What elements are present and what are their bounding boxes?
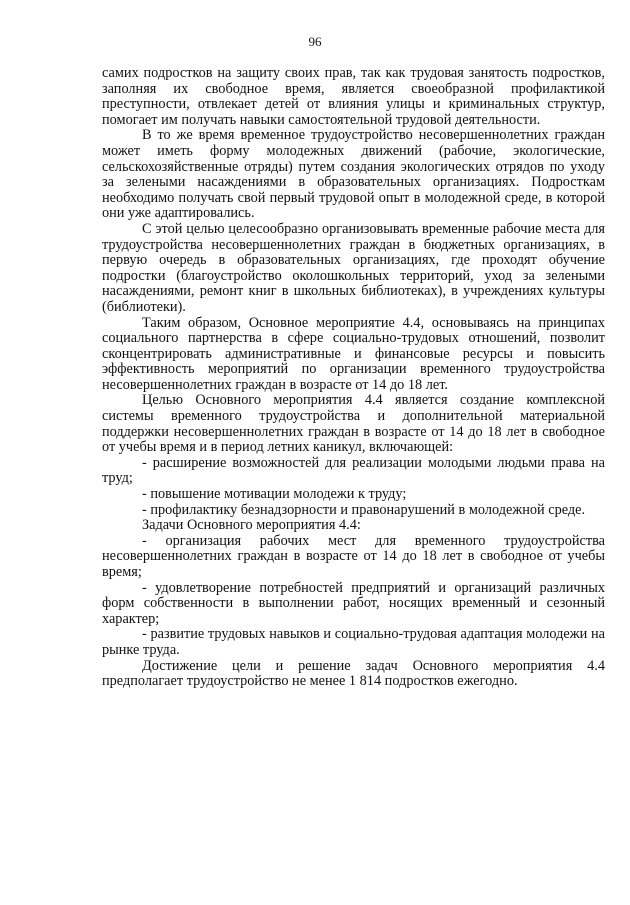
list-item: - организация рабочих мест для временного трудоустройства несовершеннолетних граждан в возрасте от 14 до 18 лет в свободное от учебы время; [102, 532, 605, 580]
paragraph: С этой целью целесообразно организовывать временные рабочие места для трудоустройства несовершеннолетних граждан в бюджетных организациях, в первую очередь в образовательных организациях, где проходят обучение подростки (благоустройство околошкольных территорий, уход за зелеными насаждениями, ремонт книг в школьных библиотеках), в учреждениях культуры (библиотеки). [102, 220, 605, 315]
list-item: - профилактику безнадзорности и правонарушений в молодежной среде. [142, 501, 586, 518]
list-item: - расширение возможностей для реализации молодыми людьми права на труд; [102, 454, 605, 487]
paragraph: Таким образом, Основное мероприятие 4.4, основываясь на принципах социального партнерства в сфере социально-трудовых отношений, позволит сконцентрировать административные и финансовые ресурсы и повысить эффективность мероприятий по организации временного трудоустройства несовершеннолетних граждан в возрасте от 14 до 18 лет. [102, 314, 605, 393]
list-item: - удовлетворение потребностей предприятий и организаций различных форм собственности в выполнении работ, носящих временный и сезонный характер; [102, 579, 605, 627]
paragraph: Достижение цели и решение задач Основного мероприятия 4.4 предполагает трудоустройство не менее 1 814 подростков ежегодно. [102, 657, 605, 690]
paragraph: В то же время временное трудоустройство несовершеннолетних граждан может иметь форму молодежных движений (рабочие, экологические, сельскохозяйственные отряды) путем создания экологических отрядов по уходу за зелеными насаждениями в образовательных организациях. Подросткам необходимо получать свой первый трудовой опыт в молодежной среде, в которой они уже адаптировались. [102, 127, 605, 222]
document-body [102, 66, 605, 690]
paragraph: Задачи Основного мероприятия 4.4: [142, 517, 361, 534]
page-number: 96 [308, 34, 322, 49]
list-item: - повышение мотивации молодежи к труду; [142, 486, 407, 503]
paragraph: Целью Основного мероприятия 4.4 является создание комплексной системы временного трудоустройства и дополнительной материальной поддержки несовершеннолетних граждан в возрасте от 14 до 18 лет в свободное от учебы время и в период летних каникул, включающей: [102, 392, 605, 456]
paragraph: самих подростков на защиту своих прав, так как трудовая занятость подростков, заполняя их свободное время, является своеобразной профилактикой преступности, отвлекает детей от влияния улицы и криминальных структур, помогает им получать навыки самостоятельной трудовой деятельности. [102, 65, 605, 128]
list-item: - развитие трудовых навыков и социально-трудовая адаптация молодежи на рынке труда. [102, 626, 605, 658]
